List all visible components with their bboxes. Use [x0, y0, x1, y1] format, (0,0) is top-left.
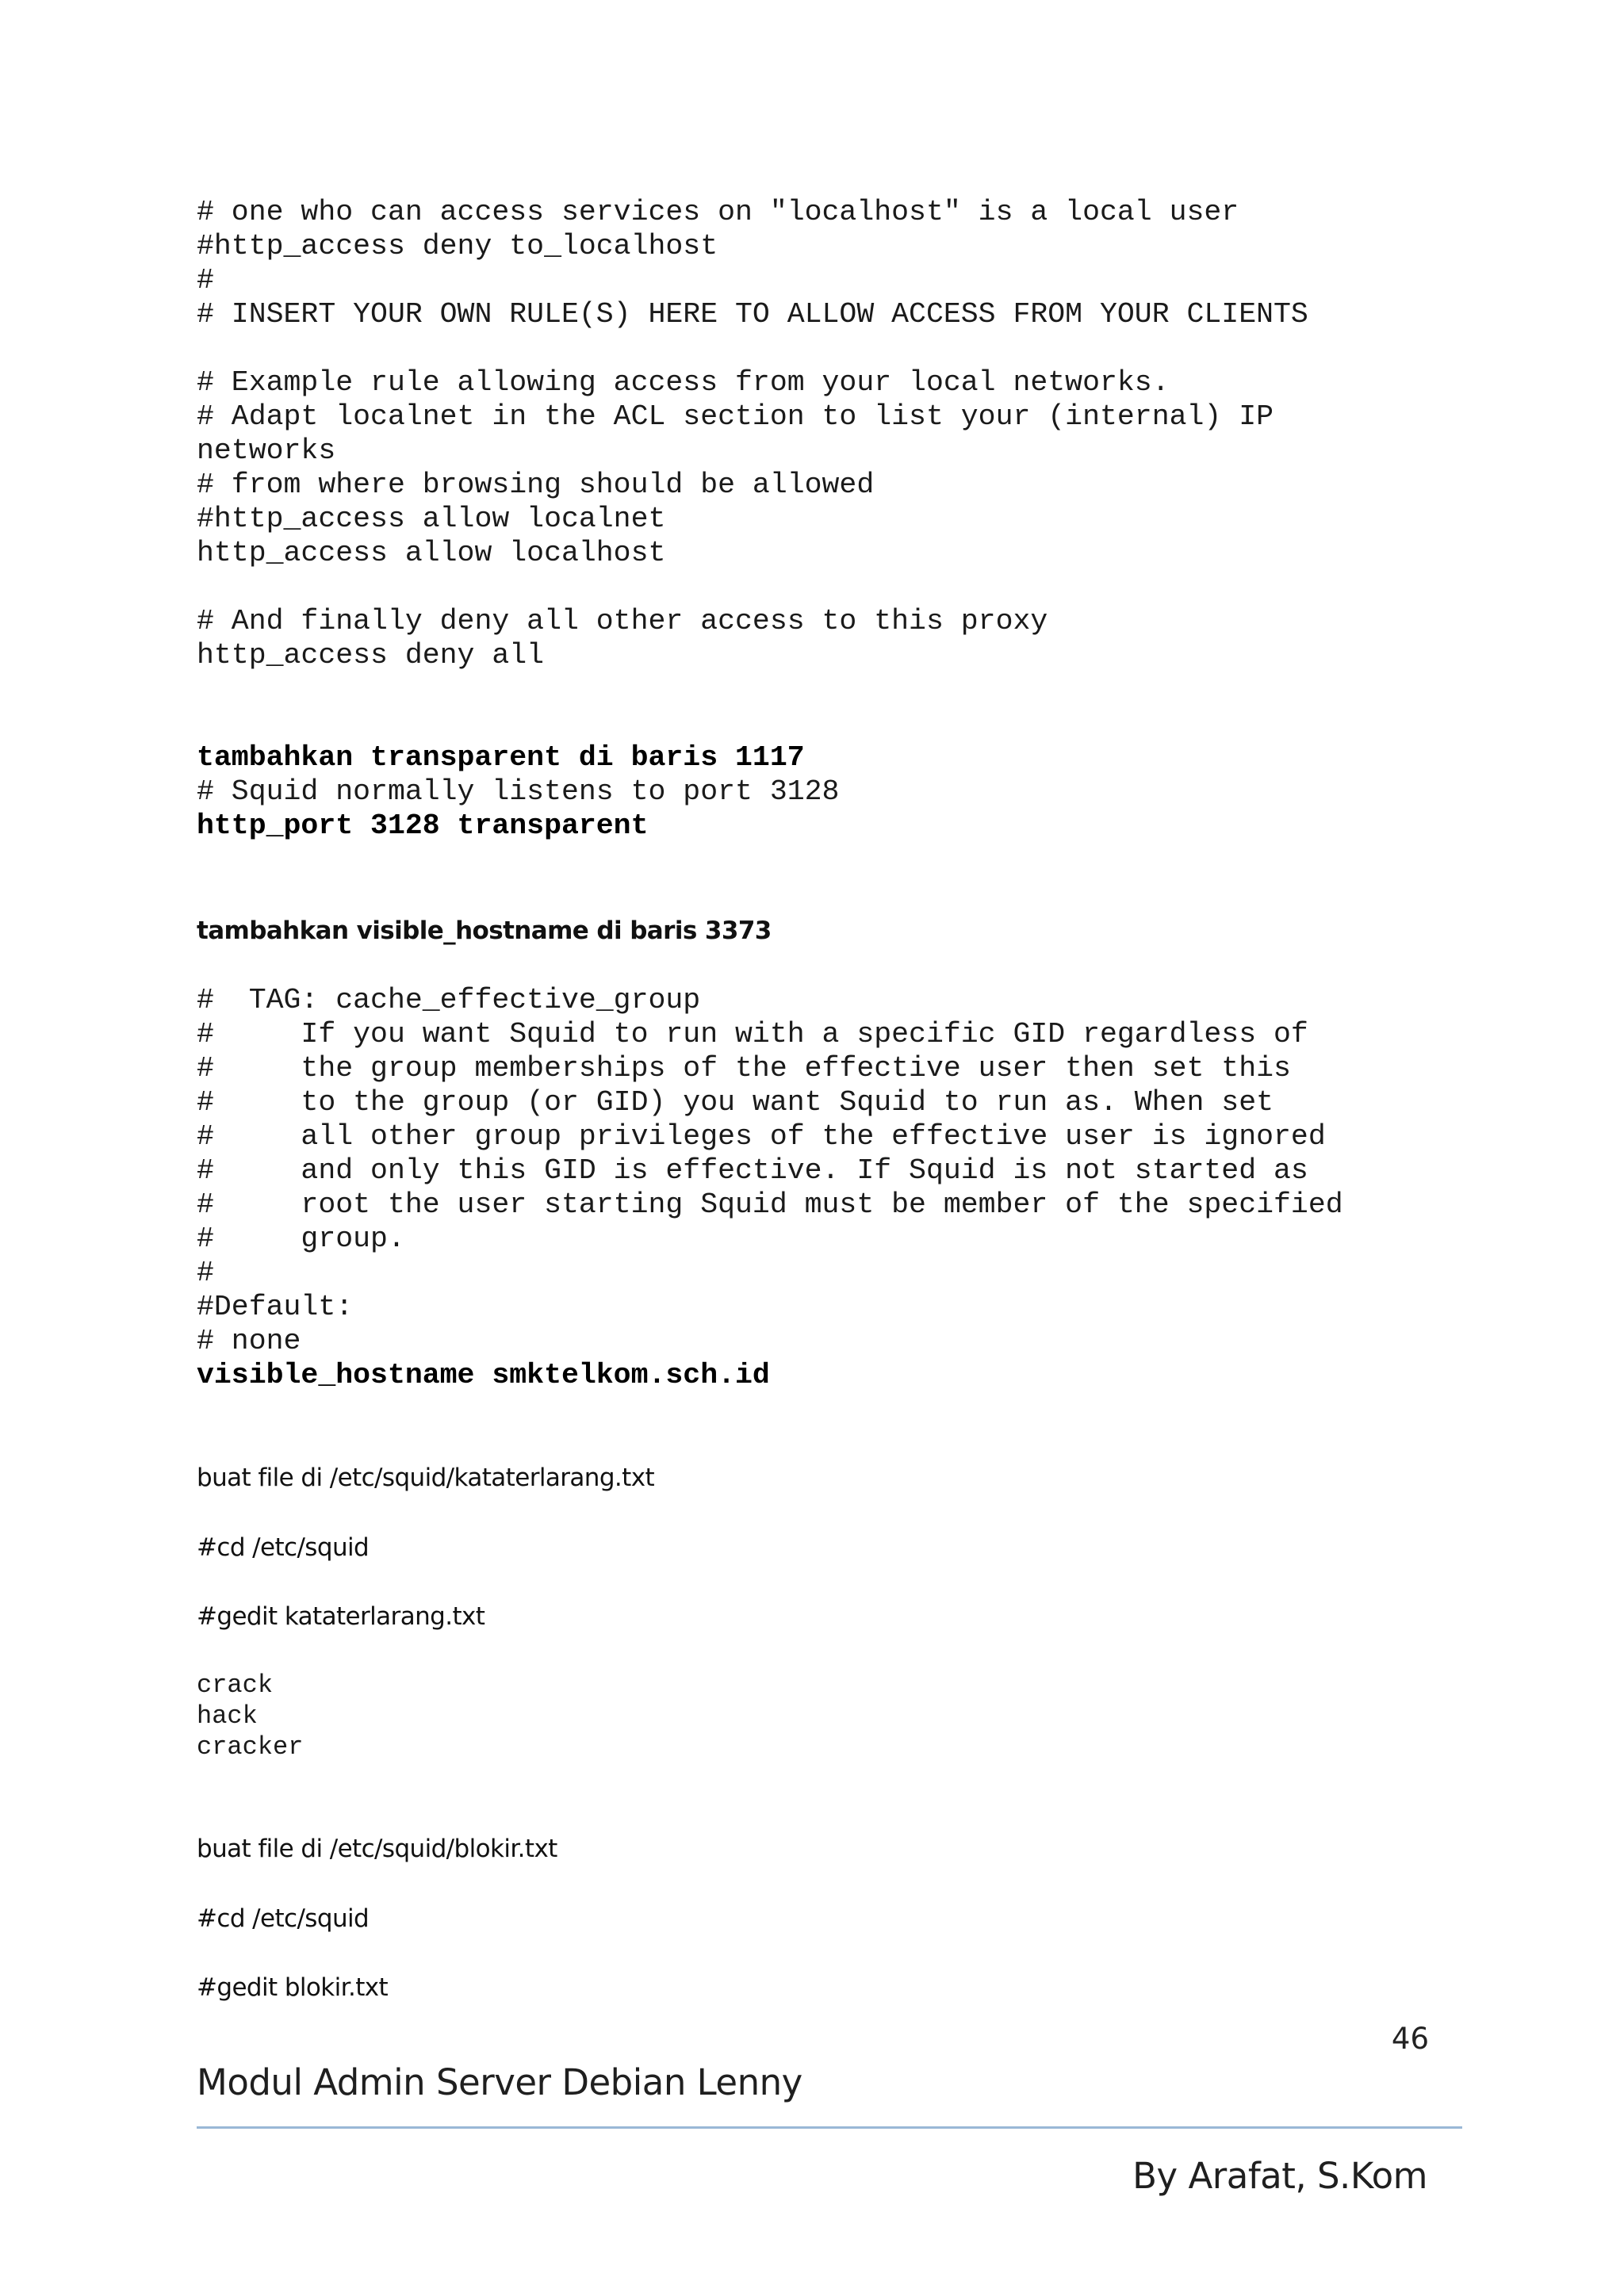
transparent-heading: tambahkan transparent di baris 1117: [197, 741, 805, 774]
access-rules-code: # one who can access services on "localhost" is a local user #http_access deny to_localhost # # INSERT YOUR OWN RULE(S) HERE TO ALLOW ACCESS FROM YOUR CLIENTS # Example rule allowing access from your local networks. # Adapt localnet in the ACL section to list your (internal) IP networks # from where browsing should be allowed #http_access allow localnet http_access allow localhost # And finally deny all other access to this proxy http_access deny all: [197, 196, 1308, 672]
visible-hostname-setting: visible_hostname smktelkom.sch.id: [197, 1359, 770, 1391]
transparent-setting: http_port 3128 transparent: [197, 809, 649, 842]
kataterlarang-word-list: crack hack cracker: [197, 1670, 304, 1762]
kataterlarang-heading: buat file di /etc/squid/kataterlarang.txt: [197, 1464, 655, 1492]
blokir-edit-command: #gedit blokir.txt: [197, 1973, 389, 2002]
author-credit: By Arafat, S.Kom: [1132, 2155, 1427, 2197]
visible-hostname-code: # TAG: cache_effective_group # If you want Squid to run with a specific GID regardless of # the group memberships of the effective user then set this # to the group (or GID) you want Squid to run as. When set # all other group privileges of the effective user is ignored # and only this GID is effective. If Squid is not started as # root the user starting Squid must be member of the specified # group. # #Default: # none: [197, 984, 1343, 1357]
blokir-heading: buat file di /etc/squid/blokir.txt: [197, 1835, 557, 1863]
kataterlarang-edit-command: #gedit kataterlarang.txt: [197, 1602, 485, 1631]
page-number: 46: [1391, 2022, 1429, 2056]
blokir-cd-command: #cd /etc/squid: [197, 1904, 370, 1933]
document-title: Modul Admin Server Debian Lenny: [197, 2061, 802, 2103]
visible-hostname-heading: tambahkan visible_hostname di baris 3373: [197, 916, 772, 945]
footer-divider: [197, 2126, 1462, 2129]
kataterlarang-cd-command: #cd /etc/squid: [197, 1533, 370, 1562]
transparent-comment: # Squid normally listens to port 3128: [197, 775, 840, 808]
